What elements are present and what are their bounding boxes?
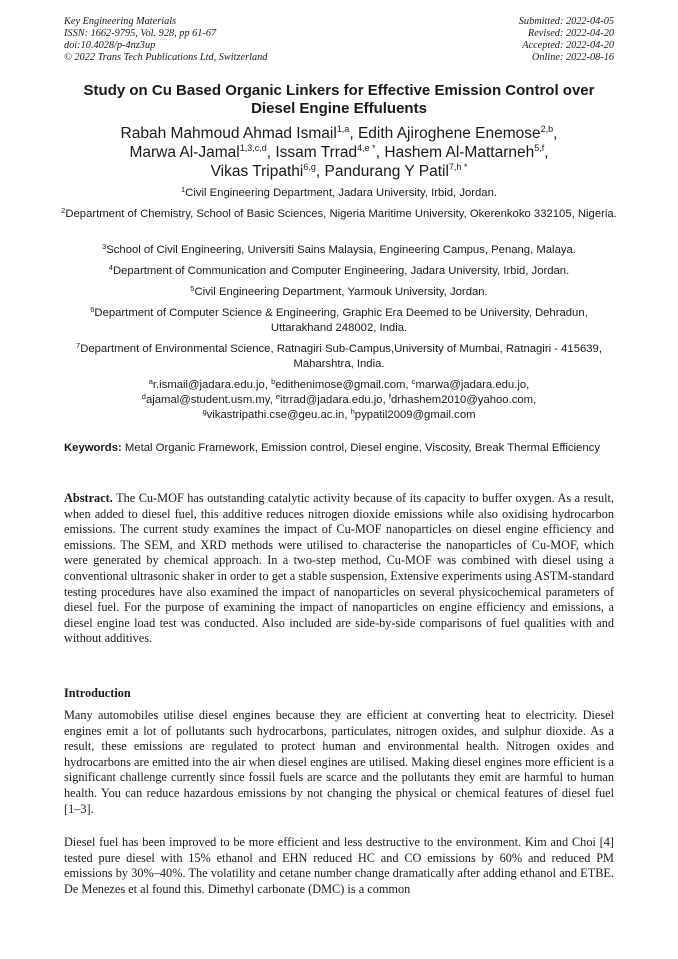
keywords-label: Keywords: bbox=[64, 442, 122, 454]
author-name: Rabah Mahmoud Ahmad Ismail bbox=[120, 125, 337, 142]
author-name: Pandurang Y Patil bbox=[324, 163, 449, 180]
author-affil-sup: 4,e * bbox=[357, 143, 376, 153]
author-affil-sup: 5,f bbox=[534, 143, 545, 153]
author-name: Hashem Al-Mattarneh bbox=[384, 144, 535, 161]
title-line: Study on Cu Based Organic Linkers for Effective Emission Control over bbox=[83, 82, 595, 99]
date-accepted: Accepted: 2022-04-20 bbox=[522, 40, 614, 51]
author-affil-sup: 1,a bbox=[336, 124, 350, 134]
author-affil-sup: 1,3,c,d bbox=[239, 143, 267, 153]
affiliation-4: $^4$Department of Communication and Computer Engineering, Jadara University, Irbid, Jordan. bbox=[108, 263, 570, 277]
journal-copyright: © 2022 Trans Tech Publications Ltd, Switzerland bbox=[64, 52, 268, 63]
date-revised: Revised: 2022-04-20 bbox=[527, 28, 614, 39]
section-heading-introduction: Introduction bbox=[64, 686, 131, 700]
journal-name: Key Engineering Materials bbox=[64, 16, 177, 27]
date-submitted: Submitted: 2022-04-05 bbox=[518, 16, 614, 27]
keywords-text: Metal Organic Framework, Emission control, Diesel engine, Viscosity, Break Thermal Efficiency bbox=[121, 442, 600, 454]
affiliation-1: $^1$Civil Engineering Department, Jadara University, Irbid, Jordan. bbox=[180, 185, 498, 199]
journal-issn: ISSN: 1662-9795, Vol. 928, pp 61-67 bbox=[64, 28, 217, 39]
author-name: Marwa Al-Jamal bbox=[129, 144, 240, 161]
email-address[interactable]: pypatil2009@gmail.com bbox=[354, 409, 476, 421]
journal-doi: doi:10.4028/p-4nz3up bbox=[64, 40, 156, 51]
email-address[interactable]: itrrad@jadara.edu.jo bbox=[280, 394, 383, 406]
journal-info bbox=[64, 16, 267, 64]
abstract-label: Abstract. bbox=[64, 491, 113, 505]
publication-dates bbox=[519, 16, 614, 64]
keywords bbox=[64, 441, 614, 456]
author-affil-sup: 7,h * bbox=[448, 162, 468, 172]
intro-paragraph-1: Many automobiles utilise diesel engines because they are efficient at converting heat to electricity. Diesel engines emit a lot of pollutants such hydrocarbons, particulates, nitrogen oxides, and sulphur dioxide. As a result, these emissions are regulated to protect human and environmental health. Nitrogen oxides and hydrocarbons are emitted into the air when diesel engines are utilised. Making diesel engines more efficient is a significant challenge currently since fossil fuels are scarce and the pollutants they emit are harmful to human health. You can reduce hazardous emissions by not changing the physical or chemical features of diesel fuel [1–3]. bbox=[64, 708, 614, 816]
affiliation-3: $^3$School of Civil Engineering, Universiti Sains Malaysia, Engineering Campus, Penang, Malaya. bbox=[102, 242, 576, 256]
abstract bbox=[64, 491, 614, 647]
affiliation-5: $^5$Civil Engineering Department, Yarmouk University, Jordan. bbox=[190, 284, 488, 298]
author-name: Edith Ajiroghene Enemose bbox=[357, 125, 541, 142]
email-list: $^a$r.ismail@jadara.edu.jo, $^b$edithenimose@gmail.com, $^c$marwa@jadara.edu.jo, $^d$ajamal@student.usm.my, $^e$itrrad@jadara.edu.jo, $^f$drhashem2010@yahoo.com, $^g$vikastripathi.cse@geu.ac.in, $^h$pypatil2009@gmail.com bbox=[141, 377, 537, 421]
email-address[interactable]: marwa@jadara.edu.jo bbox=[415, 379, 527, 391]
email-address[interactable]: r.ismail@jadara.edu.jo bbox=[152, 379, 265, 391]
abstract-text: The Cu-MOF has outstanding catalytic activity because of its capacity to buffer oxygen. As a result, when added to diesel fuel, this additive reduces nitrogen dioxide emissions while also oxidising hydrocarbon emissions. The current study examines the impact of Cu-MOF nanoparticles on diesel engine efficiency and emissions. The SEM, and XRD methods were utilised to characterise the nanoparticles of Cu-MOF, which were generated by chemical approach. In a two-step method, Cu-MOF was combined with diesel using a conventional ultrasonic shaker in order to get a stable suspension, Extensive experiments using ASTM-standard testing procedures have also examined the impact of nanoparticles on several physicochemical parameters of diesel fuel. For the purpose of examining the impact of nanoparticles on engine efficiency and emissions, a diesel engine load test was conducted. Also included are side-by-side comparisons of fuel qualities with and without additives. bbox=[64, 491, 614, 646]
paper-title bbox=[50, 82, 628, 118]
affiliation-6: $^6$Department of Computer Science & Engineering, Graphic Era Deemed to be University, Dehradun, Uttarakhand 248002, India. bbox=[90, 305, 588, 334]
author-list: Rabah Mahmoud Ahmad Ismail$^{1,a}$, Edith Ajiroghene Enemose$^{2,b}$, Marwa Al-Jamal$^{1,3,c,d}$, Issam Trrad$^{4,e *}$, Hashem Al-Mattarneh$^{5,f}$, Vikas Tripathi$^{6,g}$, Pandurang Y Patil$^{7,h *}$ bbox=[120, 124, 558, 180]
email-address[interactable]: drhashem2010@yahoo.com bbox=[390, 394, 534, 406]
intro-paragraph-2: Diesel fuel has been improved to be more efficient and less destructive to the environment. Kim and Choi [4] tested pure diesel with 15% ethanol and EHN reduced HC and CO emissions by 60% and reduced PM emissions by 30%–40%. The volatility and cetane number change dramatically after adding ethanol and ETBE. De Menezes et al found this. Dimethyl carbonate (DMC) is a common bbox=[64, 835, 614, 896]
author-affil-sup: 2,b bbox=[540, 124, 554, 134]
author-name: Issam Trrad bbox=[275, 144, 358, 161]
affiliation-2: $^2$Department of Chemistry, School of Basic Sciences, Nigeria Maritime University, Okerenkoko 332105, Nigeria. bbox=[61, 206, 617, 220]
author-affil-sup: 6,g bbox=[303, 162, 316, 172]
author-name: Vikas Tripathi bbox=[210, 163, 304, 180]
email-address[interactable]: edithenimose@gmail.com bbox=[275, 379, 406, 391]
title-line: Diesel Engine Effuluents bbox=[251, 100, 427, 117]
date-online: Online: 2022-08-16 bbox=[531, 52, 614, 63]
affiliation-7: $^7$Department of Environmental Science, Ratnagiri Sub-Campus,University of Mumbai, Ratnagiri - 415639, Maharshtra, India. bbox=[76, 341, 602, 370]
email-address[interactable]: vikastripathi.cse@geu.ac.in bbox=[206, 409, 345, 421]
email-address[interactable]: ajamal@student.usm.my bbox=[145, 394, 270, 406]
